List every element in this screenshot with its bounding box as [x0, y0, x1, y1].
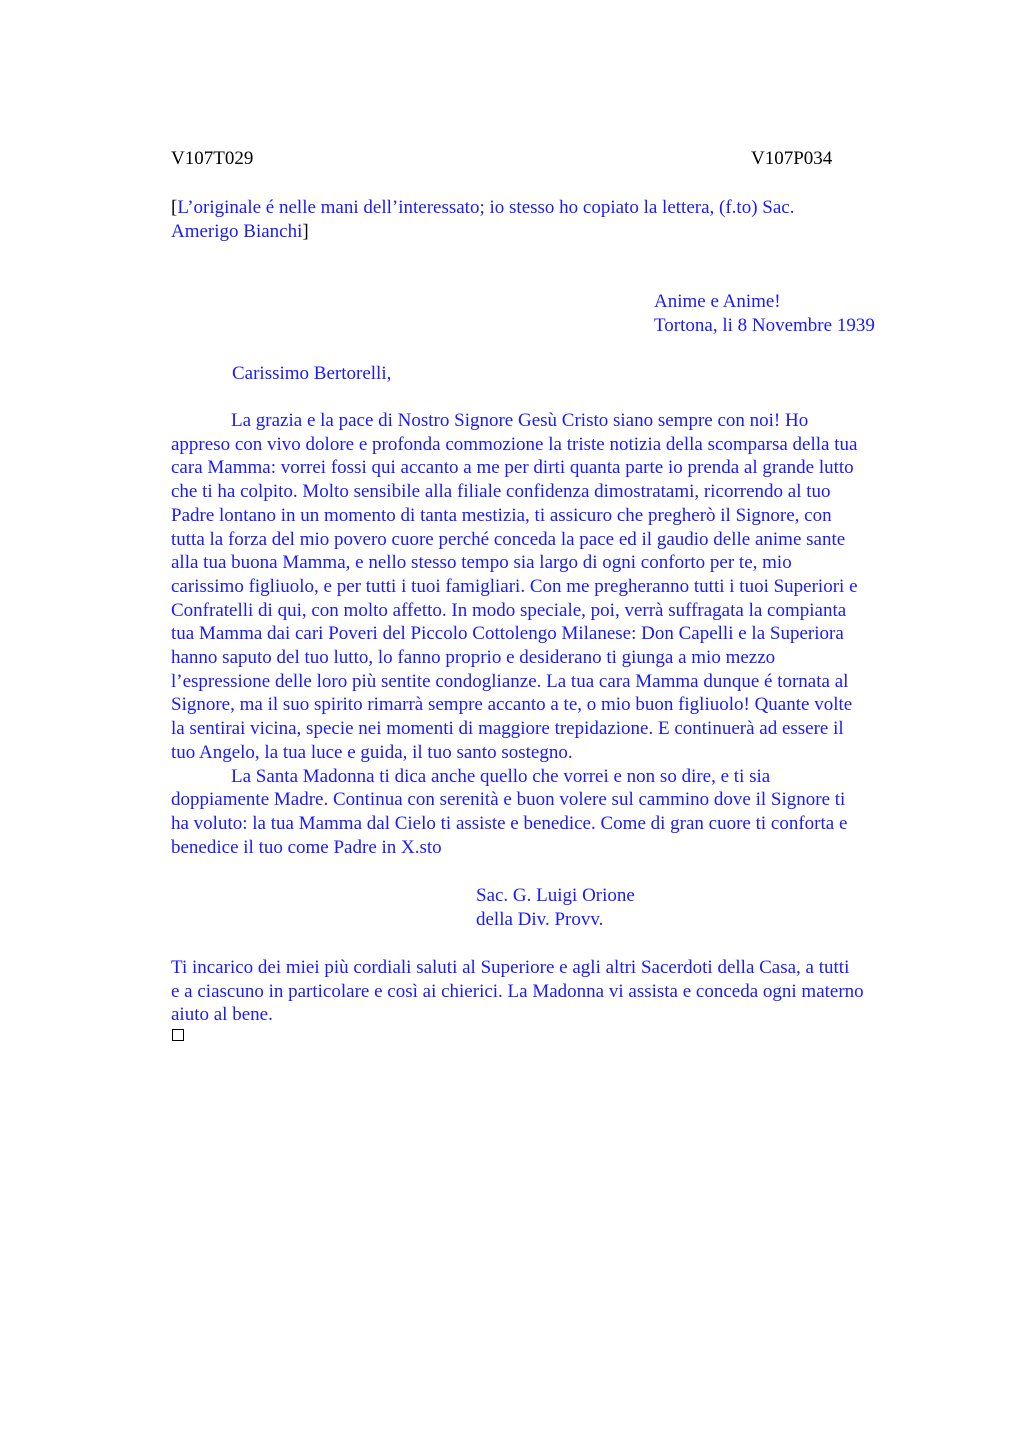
signature-block [476, 884, 635, 931]
bracket-open: [ [171, 197, 178, 218]
body-line: Signore, ma il suo spirito rimarrà sempre accanto a te, o mio buon figliuolo! Quante volte [171, 694, 853, 716]
body-line: hanno saputo del tuo lutto, lo fanno proprio e desiderano ti giunga a mio mezzo [171, 647, 776, 669]
body-line: tuo Angelo, la tua luce e guida, il tuo santo sostegno. [171, 741, 573, 763]
body-line: doppiamente Madre. Continua con serenità e buon volere sul cammino dove il Signore ti [171, 789, 846, 811]
body-line: l’espressione delle loro più sentite condoglianze. La tua cara Mamma dunque é tornata al [171, 670, 849, 692]
place-date: Tortona, li 8 Novembre 1939 [654, 314, 875, 336]
postscript-line: Ti incarico dei miei più cordiali saluti al Superiore e agli altri Sacerdoti della Casa, a tutti [171, 957, 850, 978]
document-code-right: V107P034 [751, 148, 833, 169]
body-line: la sentirai vicina, specie nei momenti di maggiore trepidazione. E continuerà ad essere il [171, 718, 844, 740]
body-line: La Santa Madonna ti dica anche quello che vorrei e non so dire, e ti sia [231, 765, 771, 787]
transcription-note [171, 196, 794, 243]
body-line: carissimo figliuolo, e per tutti i tuoi famigliari. Con me pregheranno tutti i tuoi Superiori e [171, 575, 858, 597]
document-code-left: V107T029 [171, 148, 254, 169]
salutation: Carissimo Bertorelli, [232, 363, 392, 384]
transcription-note-line-1: [L’originale é nelle mani dell’interessato; io stesso ho copiato la lettera, (f.to) Sac. [171, 197, 795, 218]
body-line: ha voluto: la tua Mamma dal Cielo ti assiste e benedice. Come di gran cuore ti conforta e [171, 812, 848, 834]
body-line: La grazia e la pace di Nostro Signore Gesù Cristo siano sempre con noi! Ho [231, 410, 809, 431]
body-line: tua Mamma dai cari Poveri del Piccolo Cottolengo Milanese: Don Capelli e la Superiora [171, 623, 844, 645]
motto: Anime e Anime! [654, 291, 781, 312]
body-line: appreso con vivo dolore e profonda commozione la triste notizia della scomparsa della tua [171, 433, 858, 455]
letter-body [171, 409, 858, 859]
bracket-close: ] [302, 220, 309, 242]
checkbox-square-icon [172, 1029, 184, 1041]
body-line: Confratelli di qui, con molto affetto. In modo speciale, poi, verrà suffragata la compianta [171, 599, 847, 621]
transcription-note-line-2: Amerigo Bianchi] [171, 220, 309, 242]
body-line: che ti ha colpito. Molto sensibile alla filiale confidenza dimostratami, ricorrendo al tuo [171, 481, 831, 503]
body-line: Padre lontano in un momento di tanta mestizia, ti assicuro che pregherò il Signore, con [171, 504, 832, 526]
body-line: tutta la forza del mio povero cuore perché conceda la pace ed il gaudio delle anime sante [171, 528, 846, 550]
postscript-line: e a ciascuno in particolare e così ai chierici. La Madonna vi assista e conceda ogni materno [171, 980, 864, 1002]
letter-heading [654, 290, 875, 337]
body-line: cara Mamma: vorrei fossi qui accanto a me per dirti quanta parte io prenda al grande lutto [171, 457, 854, 479]
body-line: benedice il tuo come Padre in X.sto [171, 836, 442, 858]
body-line: alla tua buona Mamma, e nello stesso tempo sia largo di ogni conforto per te, mio [171, 552, 792, 574]
signature-title: della Div. Provv. [476, 908, 604, 930]
postscript [171, 956, 864, 1027]
signature-name: Sac. G. Luigi Orione [476, 885, 635, 906]
postscript-line: aiuto al bene. [171, 1004, 273, 1026]
